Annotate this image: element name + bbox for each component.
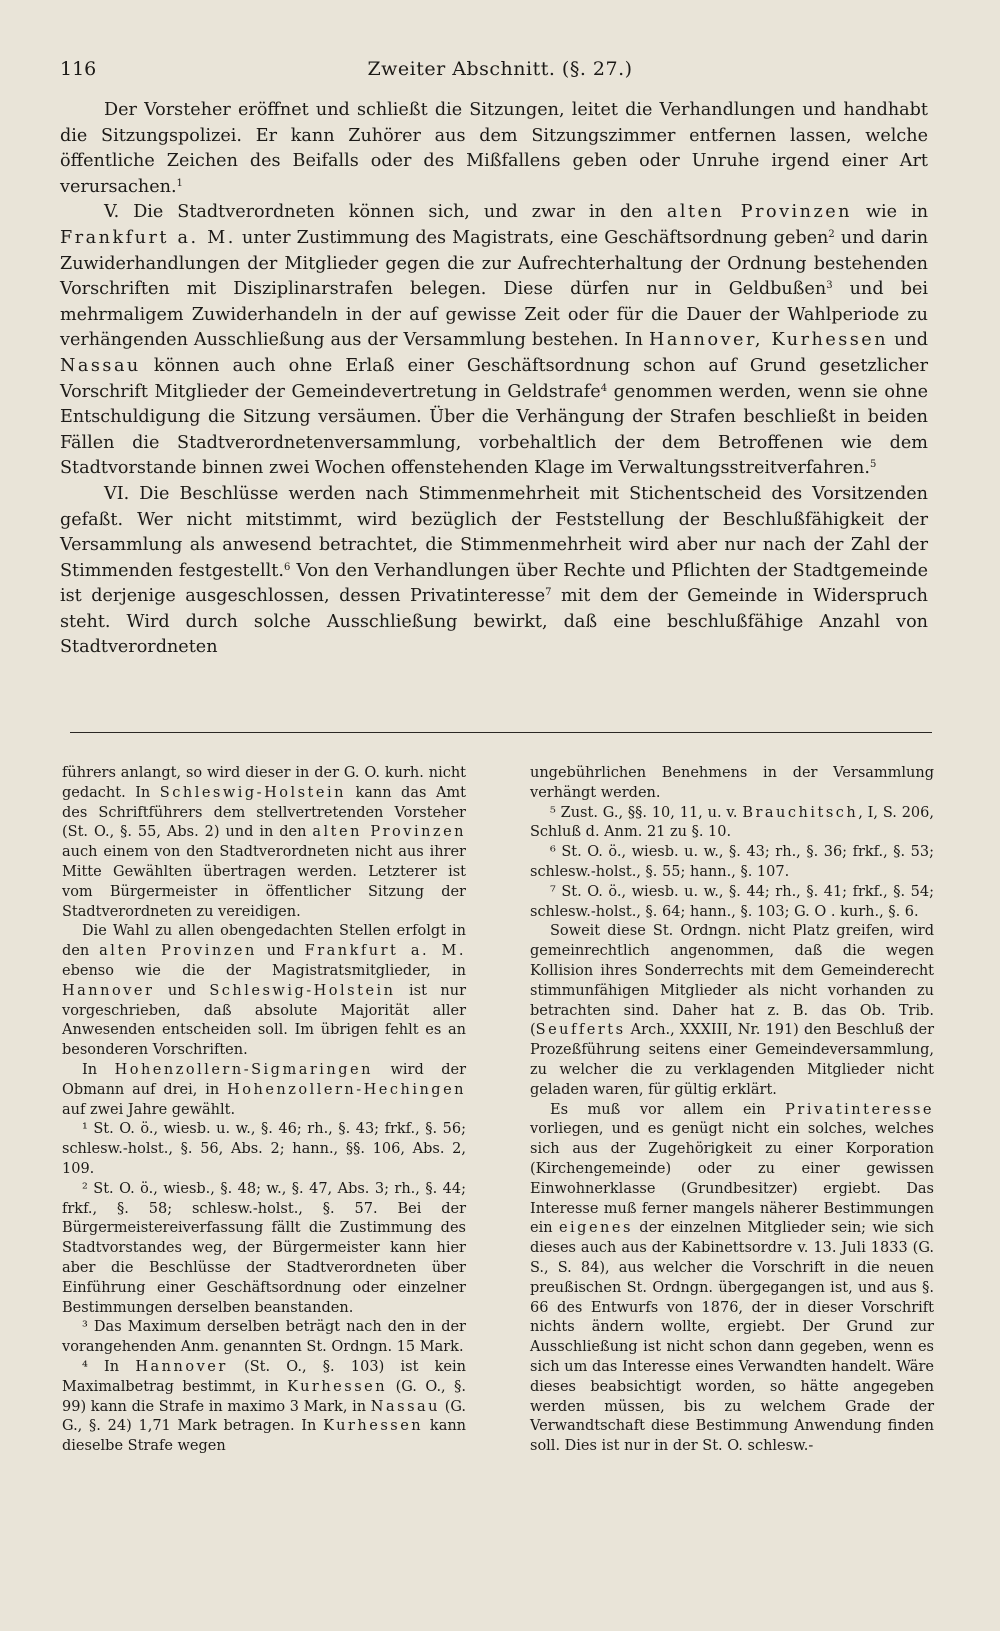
note-continuation: ungebührlichen Benehmens in der Versammlung verhängt werden. xyxy=(530,765,934,801)
running-header xyxy=(60,58,940,88)
footnotes-left-column xyxy=(62,764,466,1457)
paragraph: V. Die Stadtverordneten können sich, und zwar in den alten Provinzen wie in Frankfurt a. M. unter Zustimmung des Magistrats, eine Geschäftsordnung geben$^2$ und darin Zuwiderhandlungen der Mitglieder gegen die zur Aufrechterhaltung der Ordnung bestehenden Vorschriften mit Disziplinarstrafen belegen. Diese dürfen nur in Geldbußen$^3$ und bei mehrmaligem Zuwiderhandeln in der auf gewisse Zeit oder für die Dauer der Wahlperiode zu verhängenden Ausschließung aus der Versammlung bestehen. In Hannover, Kurhessen und Nassau können auch ohne Erlaß einer Geschäftsordnung schon auf Grund gesetzlicher Vorschrift Mitglieder der Gemeindevertretung in Geldstrafe$^4$ genommen werden, wenn sie ohne Entschuldigung die Sitzung versäumen. Über die Verhängung der Strafen beschließt in beiden Fällen die Stadtverordnetenversammlung, vorbehaltlich der dem Betroffenen wie dem Stadtvorstande binnen zwei Wochen offenstehenden Klage im Verwaltungsstreitverfahren.$^5$ xyxy=(60,202,929,479)
note-paragraph: führers anlangt, so wird dieser in der G. O. kurh. nicht gedacht. In Schleswig-Holstein kann das Amt des Schriftführers dem stellvertretenden Vorsteher (St. O., §. 55, Abs. 2) und in den alten Provinzen auch einem von den Stadtverordneten nicht aus ihrer Mitte Gewählten übertragen werden. Letzterer ist vom Bürgermeister in öffentlicher Sitzung der Stadtverordneten zu vereidigen. xyxy=(62,765,466,920)
spaced-emphasis: Frankfurt a. M. xyxy=(60,227,236,248)
footnote-ref: 7 xyxy=(545,587,552,599)
footnote-ref: 2 xyxy=(828,228,835,240)
footnote-6: ⁶ St. O. ö., wiesb. u. w., §. 43; rh., §. 36; frkf., §. 53; schlesw.-holst., §. 55; hann., §. 107. xyxy=(530,844,934,880)
footnote-ref: 5 xyxy=(869,459,877,471)
footnote-divider xyxy=(70,732,932,733)
footnotes-right-column xyxy=(530,764,934,1457)
footnote-2: ² St. O. ö., wiesb., §. 48; w., §. 47, Abs. 3; rh., §. 44; frkf., §. 58; schlesw.-holst., §. 57. Bei der Bürgermeistereiverfassung fällt die Zustimmung des Stadtvorstandes weg, der Bürgermeister kann hier aber die Beschlüsse der Stadtverordneten über Einführung einer Geschäftsordnung oder einzelner Bestimmungen derselben beanstanden. xyxy=(62,1180,466,1316)
footnote-4: ⁴ In Hannover (St. O., §. 103) ist kein Maximalbetrag bestimmt, in Kurhessen (G. O., §. 99) kann die Strafe in maximo 3 Mark, in Nassau (G. G., §. 24) 1,71 Mark betragen. In Kurhessen kann dieselbe Strafe wegen xyxy=(62,1358,467,1455)
spaced-emphasis: alten Provinzen xyxy=(666,202,853,223)
page-number: 116 xyxy=(60,58,97,80)
running-title: Zweiter Abschnitt. (§. 27.) xyxy=(367,58,633,80)
main-text xyxy=(60,98,928,661)
footnote-3: ³ Das Maximum derselben beträgt nach den in der vorangehenden Anm. genannten St. Ordngn. 15 Mark. xyxy=(62,1319,466,1356)
footnote-7: ⁷ St. O. ö., wiesb. u. w., §. 44; rh., §. 41; frkf., §. 54; schlesw.-holst., §. 64; hann., §. 103; G. O . kurh., §. 6. xyxy=(530,883,934,920)
footnote-5: ⁵ Zust. G., §§. 10, 11, u. v. Brauchitsch, I, S. 206, Schluß d. Anm. 21 zu §. 10. xyxy=(530,804,934,841)
note-paragraph: Es muß vor allem ein Privatinteresse vorliegen, und es genügt nicht ein solches, welches sich aus der Zugehörigkeit zu einer Korporation (Kirchengemeinde) oder zu einer gewissen Einwohnerklasse (Grundbesitzer) ergiebt. Das Interesse muß ferner mangels näherer Bestimmungen ein eigenes der einzelnen Mitglieder sein; wie sich dieses auch aus der Kabinettsordre v. 13. Juli 1833 (G. S., S. 84), aus welcher die Vorschrift in die neuen preußischen St. Ordngn. übergegangen ist, und aus §. 66 des Entwurfs von 1876, der in dieser Vorschrift nichts ändern wollte, ergiebt. Der Grund zur Ausschließung ist nicht schon dann gegeben, wenn es sich um das Interesse eines Verwandten handelt. Wäre dieses beabsichtigt worden, so hätte angegeben werden müssen, bis zu welchem Grade der Verwandtschaft diese Bestimmung Anwendung finden soll. Dies ist nur in der St. O. schlesw.- xyxy=(530,1101,935,1455)
paragraph: VI. Die Beschlüsse werden nach Stimmenmehrheit mit Stichentscheid des Vorsitzenden gefaßt. Wer nicht mitstimmt, wird bezüglich der Feststellung der Beschlußfähigkeit der Versammlung als anwesend betrachtet, die Stimmenmehrheit wird aber nur nach der Zahl der Stimmenden festgestellt.$^6$ Von den Verhandlungen über Rechte und Pflichten der Stadtgemeinde ist derjenige ausgeschlossen, dessen Privatinteresse$^7$ mit dem der Gemeinde in Widerspruch steht. Wird durch solche Ausschließung bewirkt, daß eine beschlußfähige Anzahl von Stadtverordneten xyxy=(60,483,929,658)
note-paragraph: In Hohenzollern-Sigmaringen wird der Obmann auf drei, in Hohenzollern-Hechingen auf zwei Jahre gewählt. xyxy=(62,1061,467,1118)
footnote-ref: 4 xyxy=(600,382,608,394)
footnote-ref: 6 xyxy=(283,561,291,573)
spaced-emphasis: Hannover, Kurhessen xyxy=(649,330,889,351)
note-paragraph: Die Wahl zu allen obengedachten Stellen erfolgt in den alten Provinzen und Frankfurt a. M. ebenso wie die der Magistratsmitglieder, in Hannover und Schleswig-Holstein ist nur vorgeschrieben, daß absolute Majorität aller Anwesenden entscheiden soll. Im übrigen fehlt es an besonderen Vorschriften. xyxy=(62,923,467,1059)
footnote-ref: 1 xyxy=(176,177,183,189)
footnote-ref: 3 xyxy=(826,280,833,292)
spaced-emphasis: Nassau xyxy=(60,355,141,376)
note-paragraph: Soweit diese St. Ordngn. nicht Platz greifen, wird gemeinrechtlich angenommen, daß die wegen Kollision ihres Sonderrechts mit dem Gemeinderecht stimmunfähigen Mitglieder als nicht vorhanden zu betrachten sind. Daher hat z. B. das Ob. Trib. (Seufferts Arch., XXXIII, Nr. 191) den Beschluß der Prozeßführung seitens einer Gemeindeversammlung, zu welcher die zu verklagenden Mitglieder nicht geladen waren, für gültig erklärt. xyxy=(530,923,934,1098)
paragraph: Der Vorsteher eröffnet und schließt die Sitzungen, leitet die Verhandlungen und handhabt die Sitzungspolizei. Er kann Zuhörer aus dem Sitzungszimmer entfernen lassen, welche öffentliche Zeichen des Beifalls oder des Mißfallens geben oder Unruhe irgend einer Art verursachen.$^1$ xyxy=(60,100,928,197)
footnote-1: ¹ St. O. ö., wiesb. u. w., §. 46; rh., §. 43; frkf., §. 56; schlesw.-holst., §. 56, Abs. 2; hann., §§. 106, Abs. 2, 109. xyxy=(62,1121,466,1177)
